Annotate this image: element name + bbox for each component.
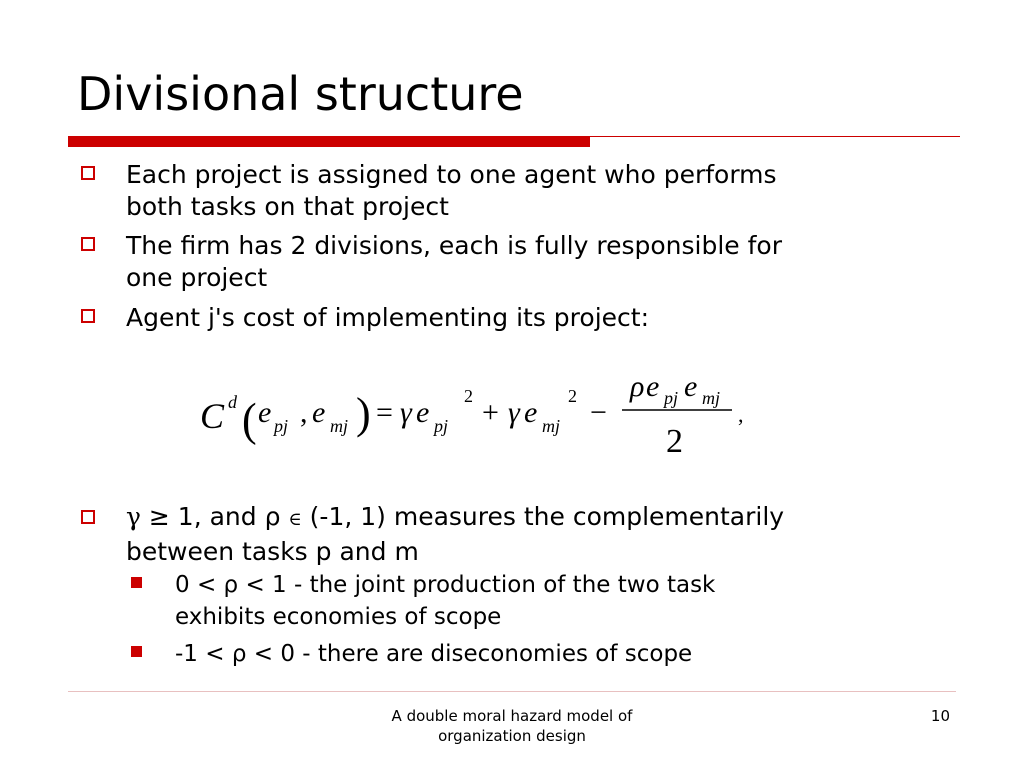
formula-trailing-comma: , — [738, 402, 744, 427]
sub-bullet-1-line-2: exhibits economies of scope — [175, 604, 502, 630]
bullet-marker-icon — [81, 166, 95, 180]
sub-bullet-1 — [175, 569, 935, 633]
page-number: 10 — [930, 707, 950, 725]
formula-sub-mj: mj — [542, 416, 560, 436]
footer-divider — [68, 691, 956, 692]
formula-sup-2: 2 — [464, 386, 473, 406]
formula-gamma: γ — [508, 396, 520, 429]
bullet-4-line-2: between tasks p and m — [126, 537, 419, 566]
formula-equals: = — [376, 396, 393, 429]
formula-sub-pj: pj — [274, 416, 289, 436]
gamma-symbol: γ — [126, 502, 141, 531]
slide-title: Divisional structure — [77, 67, 524, 121]
title-underline-thick — [68, 136, 590, 147]
sub-bullet-marker-icon — [131, 577, 142, 588]
formula-gamma: γ — [400, 396, 412, 429]
sub-bullet-2-line-1: -1 < ρ < 0 - there are diseconomies of scope — [175, 641, 693, 667]
bullet-marker-icon — [81, 309, 95, 323]
element-of-symbol: ∈ — [288, 509, 302, 530]
formula-C: C — [200, 396, 225, 436]
formula-lparen: ( — [242, 393, 257, 446]
footer-line-2: organization design — [438, 727, 586, 745]
formula-sup-d: d — [228, 392, 237, 412]
bullet-marker-icon — [81, 510, 95, 524]
formula-e: e — [416, 396, 430, 429]
formula-e: e — [312, 396, 326, 429]
bullet-2-line-2: one project — [126, 263, 268, 292]
footer-caption — [350, 706, 674, 746]
bullet-marker-icon — [81, 237, 95, 251]
formula-sub-mj: mj — [330, 416, 348, 436]
formula-denominator: 2 — [666, 423, 683, 460]
bullet-1-line-2: both tasks on that project — [126, 192, 449, 221]
sub-bullet-1-line-1: 0 < ρ < 1 - the joint production of the two task — [175, 572, 716, 598]
title-underline-thin — [590, 136, 960, 137]
bullet-2 — [126, 230, 946, 294]
bullet-4 — [126, 501, 946, 568]
formula-plus: + — [482, 396, 499, 429]
sub-bullet-marker-icon — [131, 646, 142, 657]
formula-sup-2: 2 — [568, 386, 577, 406]
formula-comma: , — [300, 396, 308, 429]
formula-e: e — [646, 372, 660, 403]
bullet-4-line-1 — [126, 501, 946, 536]
bullet-1-line-1: Each project is assigned to one agent who performs — [126, 160, 777, 189]
formula-sub-pj: pj — [434, 416, 449, 436]
formula-sub-pj: pj — [664, 388, 679, 408]
formula-rho: ρ — [630, 372, 645, 403]
condition-text-2: (-1, 1) measures the complementarily — [301, 502, 785, 531]
sub-bullet-2 — [175, 638, 935, 670]
formula-minus: − — [590, 396, 607, 429]
formula-sub-mj: mj — [702, 388, 720, 408]
cost-formula — [190, 372, 770, 468]
bullet-3 — [126, 302, 946, 334]
formula-e: e — [684, 372, 698, 403]
bullet-2-line-1: The firm has 2 divisions, each is fully responsible for — [126, 231, 782, 260]
formula-e: e — [258, 396, 272, 429]
formula-rparen: ) — [356, 389, 371, 438]
footer-line-1: A double moral hazard model of — [391, 707, 633, 725]
bullet-3-line-1: Agent j's cost of implementing its project: — [126, 303, 649, 332]
bullet-1 — [126, 159, 946, 223]
condition-text-1: ≥ 1, and ρ — [140, 502, 289, 531]
formula-e: e — [524, 396, 538, 429]
